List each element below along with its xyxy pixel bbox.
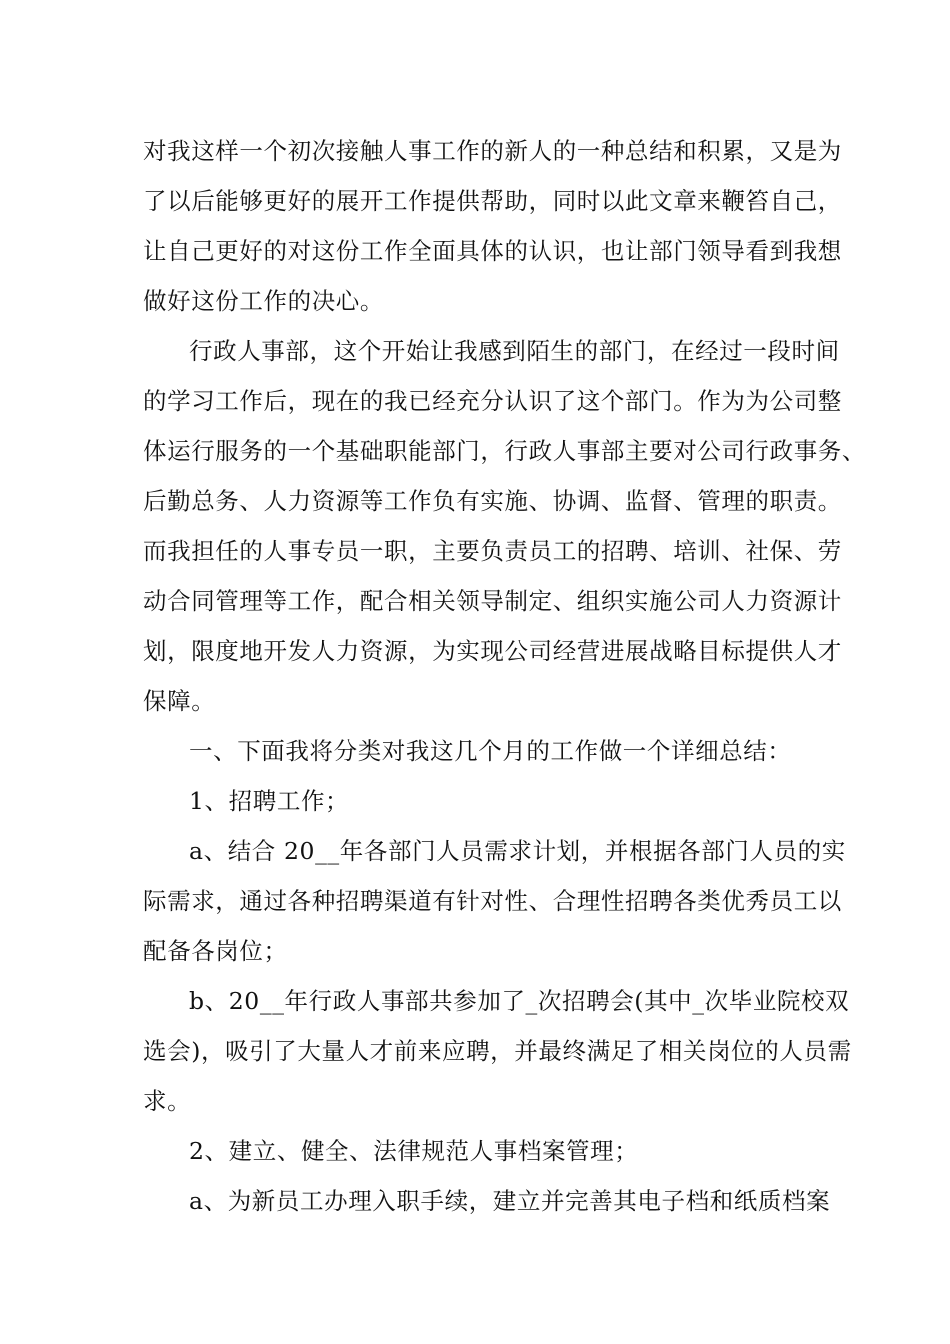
subsection-heading: 1、招聘工作； (189, 787, 350, 815)
text-line: 划，限度地开发人力资源，为实现公司经营进展战略目标提供人才 (143, 637, 842, 665)
text-line: 际需求，通过各种招聘渠道有针对性、合理性招聘各类优秀员工以 (143, 887, 842, 915)
text-line: 对我这样一个初次接触人事工作的新人的一种总结和积累，又是为 (143, 137, 842, 165)
text-line: 体运行服务的一个基础职能部门，行政人事部主要对公司行政事务、 (143, 437, 866, 465)
text-line: 的学习工作后，现在的我已经充分认识了这个部门。作为为公司整 (143, 387, 842, 415)
text-line: 选会)，吸引了大量人才前来应聘，并最终满足了相关岗位的人员需 (143, 1037, 852, 1065)
text-line: 保障。 (143, 687, 216, 715)
text-line: 而我担任的人事专员一职，主要负责员工的招聘、培训、社保、劳 (143, 537, 842, 565)
text-line: 让自己更好的对这份工作全面具体的认识，也让部门领导看到我想 (143, 237, 842, 265)
text-line: b、20__年行政人事部共参加了_次招聘会(其中_次毕业院校双 (189, 987, 850, 1015)
text-line: a、结合 20__年各部门人员需求计划，并根据各部门人员的实 (189, 837, 846, 865)
text-line: 做好这份工作的决心。 (143, 287, 384, 315)
section-heading: 一、下面我将分类对我这几个月的工作做一个详细总结： (189, 737, 792, 765)
text-line: 求。 (143, 1087, 192, 1115)
text-line: a、为新员工办理入职手续，建立并完善其电子档和纸质档案 (189, 1187, 831, 1215)
text-line: 动合同管理等工作，配合相关领导制定、组织实施公司人力资源计 (143, 587, 842, 615)
text-line: 后勤总务、人力资源等工作负有实施、协调、监督、管理的职责。 (143, 487, 842, 515)
text-line: 行政人事部，这个开始让我感到陌生的部门，在经过一段时间 (189, 337, 840, 365)
text-line: 配备各岗位； (143, 937, 288, 965)
subsection-heading: 2、建立、健全、法律规范人事档案管理； (189, 1137, 639, 1165)
text-line: 了以后能够更好的展开工作提供帮助，同时以此文章来鞭笞自己， (143, 187, 842, 215)
